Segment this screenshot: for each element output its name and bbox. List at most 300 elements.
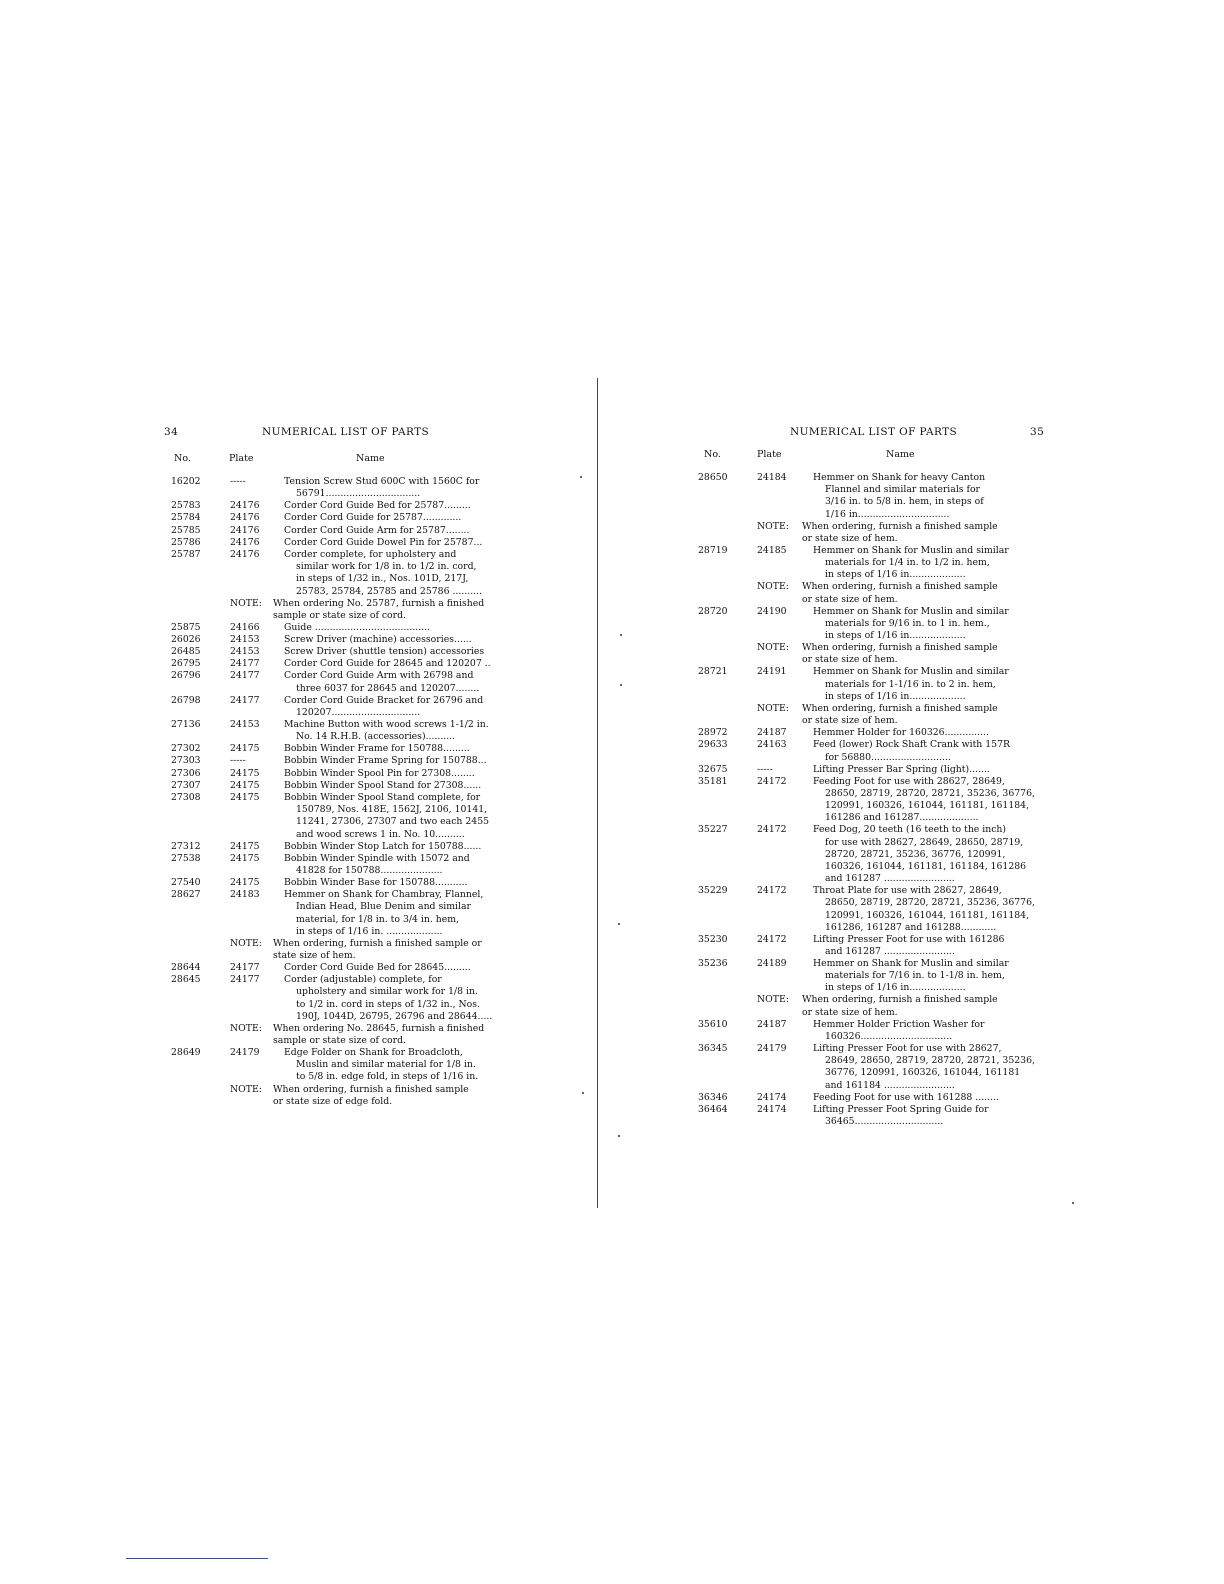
text-line: Hemmer on Shank for heavy Canton (813, 472, 986, 483)
part-row (171, 695, 530, 719)
part-name (813, 739, 1010, 763)
text-line: or state size of hem. (802, 593, 898, 605)
note-text (273, 1023, 484, 1047)
part-number: 27136 (171, 719, 201, 730)
text-line: 41828 for 150788..................... (296, 864, 443, 876)
part-name (813, 934, 1004, 958)
text-line: or state size of hem. (802, 715, 898, 727)
text-line: 1/16 in............................... (825, 508, 950, 520)
text-line: Lifting Presser Foot Spring Guide for (813, 1103, 989, 1115)
text-line: in steps of 1/32 in., Nos. 101D, 217J, (296, 573, 469, 585)
part-name (284, 500, 471, 512)
plate-number: 24184 (757, 472, 787, 483)
plate-number: 24153 (230, 719, 260, 730)
part-number: 36346 (698, 1091, 728, 1103)
text-line: Corder Cord Guide for 25787............. (284, 512, 462, 524)
part-name (813, 824, 1026, 885)
plate-number: 24177 (230, 694, 260, 706)
part-row (171, 853, 530, 877)
text-line: Bobbin Winder Spindle with 15072 and (284, 852, 470, 864)
plate-number: 24175 (230, 779, 260, 791)
plate-number: 24174 (757, 1091, 787, 1103)
part-row (698, 824, 1050, 885)
part-row (171, 646, 530, 658)
plate-number: 24189 (757, 958, 787, 969)
text-line: 28650, 28719, 28720, 28721, 35236, 36776, (825, 897, 1035, 909)
note-row (698, 581, 1050, 605)
text-line: 36465.............................. (825, 1116, 944, 1127)
note-text (273, 1084, 469, 1108)
text-line: material, for 1/8 in. to 3/4 in. hem, (296, 913, 460, 925)
part-number: 36345 (698, 1043, 728, 1055)
part-number: 35610 (698, 1018, 728, 1030)
part-row (171, 622, 530, 634)
note-row (698, 703, 1050, 727)
plate-number: 24172 (757, 824, 787, 836)
page-number: 34 (164, 426, 179, 438)
scan-speck (1072, 1202, 1074, 1204)
part-row (171, 743, 530, 755)
part-number: 28972 (698, 727, 728, 739)
part-number: 35181 (698, 775, 728, 787)
note-row (171, 1084, 530, 1108)
note-row (171, 938, 530, 962)
part-name (284, 634, 472, 646)
text-line: Corder Cord Guide for 28645 and 120207 .. (284, 658, 491, 670)
part-row (171, 792, 530, 841)
part-name (284, 853, 470, 877)
text-line: materials for 7/16 in. to 1-1/8 in. hem, (825, 970, 1005, 982)
plate-number: 24176 (230, 500, 260, 512)
part-number: 28719 (698, 544, 728, 556)
note-label: NOTE: (230, 1083, 262, 1095)
plate-number: 24177 (230, 670, 260, 682)
part-number: 25875 (171, 621, 201, 633)
text-line: Hemmer Holder for 160326............... (813, 727, 989, 739)
part-name (813, 958, 1009, 995)
part-name (813, 885, 1035, 934)
part-row (171, 768, 530, 780)
column-header-plate: Plate (229, 453, 254, 464)
part-row (171, 719, 530, 743)
text-line: Edge Folder on Shank for Broadcloth, (284, 1047, 463, 1059)
part-number: 35229 (698, 885, 728, 897)
part-number: 25783 (171, 500, 201, 512)
part-row (171, 525, 530, 537)
plate-number: 24183 (230, 889, 260, 901)
part-number: 27308 (171, 791, 201, 803)
plate-number: 24176 (230, 512, 260, 524)
page-title: NUMERICAL LIST OF PARTS (262, 426, 430, 438)
plate-number: 24176 (230, 548, 260, 560)
note-row (171, 598, 530, 622)
part-row (698, 545, 1050, 581)
column-header-no: No. (174, 453, 191, 464)
text-line: Corder (adjustable) complete, for (284, 974, 442, 986)
text-line: in steps of 1/16 in................... (825, 690, 966, 702)
part-name (284, 512, 461, 524)
text-line: 28649, 28650, 28719, 28720, 28721, 35236, (825, 1055, 1035, 1067)
text-line: sample or state size of cord. (273, 1034, 406, 1046)
text-line: in steps of 1/16 in. ................... (296, 925, 443, 937)
note-text (273, 938, 482, 962)
part-name (813, 1043, 1035, 1092)
part-row (698, 958, 1050, 994)
text-line: and 161287 ........................ (825, 873, 955, 885)
text-line: and 161287 ........................ (825, 945, 955, 957)
note-text (802, 581, 998, 605)
text-line: 28720, 28721, 35236, 36776, 120991, (825, 848, 1006, 860)
part-row (698, 885, 1050, 934)
text-line: Muslin and similar material for 1/8 in. (296, 1059, 476, 1071)
text-line: When ordering, furnish a finished sample (802, 581, 998, 593)
plate-number: 24175 (230, 852, 260, 864)
part-row (698, 739, 1050, 763)
page-title: NUMERICAL LIST OF PARTS (790, 426, 958, 438)
part-name (813, 1019, 984, 1043)
part-number: 26026 (171, 633, 201, 645)
part-number: 35227 (698, 824, 728, 836)
text-line: 160326............................... (825, 1030, 953, 1042)
part-name (284, 841, 481, 853)
part-name (813, 606, 1009, 643)
part-name (284, 695, 483, 719)
text-line: Lifting Presser Foot for use with 161286 (813, 933, 1005, 945)
text-line: and 161184 ........................ (825, 1079, 955, 1091)
text-line: 56791................................ (296, 488, 421, 500)
text-line: Screw Driver (shuttle tension) accessories (284, 646, 485, 658)
plate-number: 24177 (230, 974, 260, 986)
note-label: NOTE: (230, 1022, 262, 1034)
part-name (284, 719, 489, 743)
column-header-plate: Plate (757, 449, 782, 460)
part-row (171, 537, 530, 549)
plate-number: 24153 (230, 633, 260, 645)
plate-number: 24166 (230, 621, 260, 633)
scan-speck (618, 923, 620, 925)
text-line: state size of hem. (273, 949, 356, 961)
text-line: or state size of hem. (802, 532, 898, 544)
plate-number: ----- (230, 476, 246, 487)
part-row (171, 658, 530, 670)
part-number: 29633 (698, 739, 728, 751)
text-line: Bobbin Winder Base for 150788........... (284, 876, 468, 888)
text-line: Lifting Presser Foot for use with 28627, (813, 1043, 1002, 1055)
part-row (698, 727, 1050, 739)
text-line: or state size of hem. (802, 654, 898, 666)
plate-number: 24163 (757, 739, 787, 751)
part-row (698, 764, 1050, 776)
part-row (171, 634, 530, 646)
part-name (813, 776, 1035, 825)
scan-speck (620, 684, 622, 686)
part-row (698, 666, 1050, 702)
part-number: 27312 (171, 840, 201, 852)
plate-number: 24179 (757, 1043, 787, 1055)
part-row (698, 1104, 1050, 1128)
part-row (171, 889, 530, 938)
note-text (273, 598, 484, 622)
part-name (284, 525, 469, 537)
part-number: 26798 (171, 694, 201, 706)
part-name (284, 743, 470, 755)
text-line: materials for 1-1/16 in. to 2 in. hem, (825, 678, 996, 690)
part-name (284, 549, 482, 598)
plate-number: 24190 (757, 605, 787, 617)
part-row (171, 974, 530, 1023)
part-number: 26796 (171, 670, 201, 682)
text-line: Corder Cord Guide Arm with 26798 and (284, 670, 474, 682)
text-line: Hemmer Holder Friction Washer for (813, 1018, 985, 1030)
text-line: Guide ....................................... (284, 621, 431, 633)
text-line: Corder Cord Guide Bracket for 26796 and (284, 694, 484, 706)
note-text (802, 642, 998, 666)
text-line: three 6037 for 28645 and 120207........ (296, 682, 480, 694)
part-row (171, 512, 530, 524)
part-row (171, 877, 530, 889)
part-row (171, 500, 530, 512)
text-line: materials for 1/4 in. to 1/2 in. hem, (825, 557, 990, 569)
part-row (171, 962, 530, 974)
part-number: 27303 (171, 755, 201, 767)
part-number: 28645 (171, 974, 201, 986)
scan-speck (580, 476, 582, 478)
text-line: Indian Head, Blue Denim and similar (296, 901, 471, 913)
text-line: or state size of edge fold. (273, 1095, 393, 1107)
part-row (698, 1043, 1050, 1092)
part-name (284, 476, 479, 500)
text-line: Feed (lower) Rock Shaft Crank with 157R (813, 739, 1010, 751)
plate-number: 24172 (757, 775, 787, 787)
note-text (802, 994, 998, 1018)
part-number: 25786 (171, 536, 201, 548)
text-line: Hemmer on Shank for Muslin and similar (813, 958, 1009, 969)
text-line: Feed Dog, 20 teeth (16 teeth to the inch) (813, 824, 1007, 836)
text-line: for 56880........................... (825, 751, 951, 763)
part-number: 25785 (171, 524, 201, 536)
part-row (171, 476, 530, 500)
part-number: 27538 (171, 852, 201, 864)
page-number: 35 (1030, 426, 1045, 438)
text-line: Hemmer on Shank for Muslin and similar (813, 544, 1009, 556)
note-label: NOTE: (757, 642, 789, 654)
text-line: similar work for 1/8 in. to 1/2 in. cord, (296, 561, 477, 573)
plate-number: 24175 (230, 791, 260, 803)
part-number: 27302 (171, 743, 201, 755)
text-line: When ordering No. 28645, furnish a finished (273, 1022, 485, 1034)
scan-speck (618, 1135, 620, 1137)
text-line: for use with 28627, 28649, 28650, 28719, (825, 836, 1024, 848)
part-row (171, 670, 530, 694)
part-number: 35236 (698, 958, 728, 969)
text-line: Machine Button with wood screws 1-1/2 in. (284, 719, 489, 730)
text-line: Bobbin Winder Stop Latch for 150788...... (284, 840, 482, 852)
part-row (698, 1092, 1050, 1104)
plate-number: 24175 (230, 876, 260, 888)
bottom-edge-line (126, 1558, 268, 1559)
part-row (698, 606, 1050, 642)
text-line: Lifting Presser Bar Spring (light)....... (813, 763, 990, 775)
note-row (171, 1023, 530, 1047)
text-line: Corder Cord Guide Arm for 25787........ (284, 524, 470, 536)
text-line: to 1/2 in. cord in steps of 1/32 in., Nos. (296, 998, 480, 1010)
part-number: 16202 (171, 476, 201, 487)
text-line: Tension Screw Stud 600C with 1560C for (284, 476, 480, 487)
part-number: 36464 (698, 1103, 728, 1115)
part-number: 25784 (171, 512, 201, 524)
text-line: Hemmer on Shank for Chambray, Flannel, (284, 889, 484, 901)
part-name (284, 622, 430, 634)
text-line: in steps of 1/16 in................... (825, 569, 966, 581)
part-number: 32675 (698, 763, 728, 775)
note-text (802, 703, 998, 727)
text-line: Bobbin Winder Spool Stand complete, for (284, 791, 481, 803)
plate-number: 24175 (230, 840, 260, 852)
text-line: in steps of 1/16 in................... (825, 982, 966, 994)
column-header-no: No. (704, 449, 721, 460)
plate-number: 24187 (757, 1018, 787, 1030)
plate-number: 24176 (230, 524, 260, 536)
part-number: 27306 (171, 767, 201, 779)
text-line: sample or state size of cord. (273, 609, 406, 621)
part-number: 25787 (171, 548, 201, 560)
text-line: Flannel and similar materials for (825, 484, 980, 496)
part-number: 28627 (171, 889, 201, 901)
part-number: 26485 (171, 646, 201, 658)
part-number: 28720 (698, 605, 728, 617)
part-row (171, 549, 530, 598)
part-number: 28649 (171, 1047, 201, 1059)
plate-number: 24153 (230, 646, 260, 658)
text-line: 25783, 25784, 25785 and 25786 .......... (296, 585, 483, 597)
text-line: 161286, 161287 and 161288............ (825, 921, 997, 933)
text-line: 120207.............................. (296, 706, 421, 718)
plate-number: 24179 (230, 1047, 260, 1059)
part-row (698, 934, 1050, 958)
part-row (171, 780, 530, 792)
part-number: 28644 (171, 962, 201, 973)
text-line: Corder complete, for upholstery and (284, 548, 457, 560)
text-line: Corder Cord Guide Dowel Pin for 25787... (284, 536, 483, 548)
text-line: Bobbin Winder Frame Spring for 150788... (284, 755, 487, 767)
text-line: Screw Driver (machine) accessories...... (284, 633, 472, 645)
note-label: NOTE: (757, 994, 789, 1006)
text-line: 161286 and 161287.................... (825, 812, 979, 824)
part-name (284, 962, 471, 974)
part-row (171, 755, 530, 767)
part-row (698, 776, 1050, 825)
text-line: Bobbin Winder Spool Stand for 27308...... (284, 779, 482, 791)
note-label: NOTE: (230, 597, 262, 609)
plate-number: 24174 (757, 1103, 787, 1115)
part-number: 27540 (171, 876, 201, 888)
part-name (284, 792, 489, 841)
text-line: When ordering, furnish a finished sample (802, 702, 998, 714)
text-line: Corder Cord Guide Bed for 25787......... (284, 500, 471, 512)
plate-number: 24177 (230, 962, 260, 973)
plate-number: ----- (757, 763, 773, 775)
text-line: Hemmer on Shank for Muslin and similar (813, 666, 1009, 678)
part-name (284, 537, 482, 549)
plate-number: 24187 (757, 727, 787, 739)
plate-number: 24175 (230, 743, 260, 755)
text-line: No. 14 R.H.B. (accessories).......... (296, 731, 456, 743)
note-label: NOTE: (757, 581, 789, 593)
text-line: When ordering, furnish a finished sample (802, 994, 998, 1006)
part-name (284, 646, 484, 658)
text-line: Bobbin Winder Frame for 150788......... (284, 743, 470, 755)
scan-speck (620, 634, 622, 636)
text-line: When ordering, furnish a finished sample (802, 642, 998, 654)
part-name (813, 545, 1009, 582)
plate-number: 24177 (230, 658, 260, 670)
text-line: upholstery and similar work for 1/8 in. (296, 986, 478, 998)
part-name (284, 768, 475, 780)
note-label: NOTE: (757, 702, 789, 714)
note-text (802, 521, 998, 545)
book-spine (597, 378, 598, 1208)
part-row (698, 472, 1050, 521)
part-row (171, 841, 530, 853)
text-line: 3/16 in. to 5/8 in. hem, in steps of (825, 496, 984, 508)
part-name (284, 780, 481, 792)
part-name (284, 1047, 478, 1084)
column-header-name: Name (886, 449, 915, 460)
plate-number: ----- (230, 755, 246, 767)
part-name (284, 755, 487, 767)
text-line: Feeding Foot for use with 161288 ........ (813, 1091, 999, 1103)
text-line: Hemmer on Shank for Muslin and similar (813, 605, 1009, 617)
part-name (813, 1104, 989, 1128)
plate-number: 24191 (757, 666, 787, 678)
text-line: 120991, 160326, 161044, 161181, 161184, (825, 800, 1030, 812)
part-name (284, 974, 492, 1023)
part-number: 27307 (171, 779, 201, 791)
text-line: When ordering, furnish a finished sample (273, 1083, 469, 1095)
note-row (698, 994, 1050, 1018)
part-name (813, 472, 985, 521)
note-label: NOTE: (230, 937, 262, 949)
part-number: 35230 (698, 933, 728, 945)
part-name (284, 670, 479, 694)
plate-number: 24172 (757, 933, 787, 945)
plate-number: 24175 (230, 767, 260, 779)
text-line: Bobbin Winder Spool Pin for 27308........ (284, 767, 475, 779)
part-number: 26795 (171, 658, 201, 670)
note-label: NOTE: (757, 520, 789, 532)
column-header-name: Name (356, 453, 385, 464)
text-line: 11241, 27306, 27307 and two each 2455 (296, 816, 490, 828)
scan-speck (582, 1092, 584, 1094)
part-name (813, 764, 990, 776)
part-name (284, 889, 483, 938)
part-name (813, 1092, 999, 1104)
text-line: 190J, 1044D, 26795, 26796 and 28644..... (296, 1010, 493, 1022)
text-line: When ordering No. 25787, furnish a finished (273, 597, 485, 609)
text-line: Corder Cord Guide Bed for 28645......... (284, 962, 471, 973)
part-number: 28721 (698, 666, 728, 678)
text-line: to 5/8 in. edge fold, in steps of 1/16 in. (296, 1071, 479, 1083)
text-line: When ordering, furnish a finished sample (802, 520, 998, 532)
text-line: and wood screws 1 in. No. 10.......... (296, 828, 465, 840)
part-name (813, 727, 989, 739)
text-line: 150789, Nos. 418E, 1562J, 2106, 10141, (296, 804, 488, 816)
part-name (284, 658, 491, 670)
text-line: 36776, 120991, 160326, 161044, 161181 (825, 1067, 1021, 1079)
part-name (813, 666, 1009, 703)
part-row (698, 1019, 1050, 1043)
text-line: in steps of 1/16 in................... (825, 630, 966, 642)
